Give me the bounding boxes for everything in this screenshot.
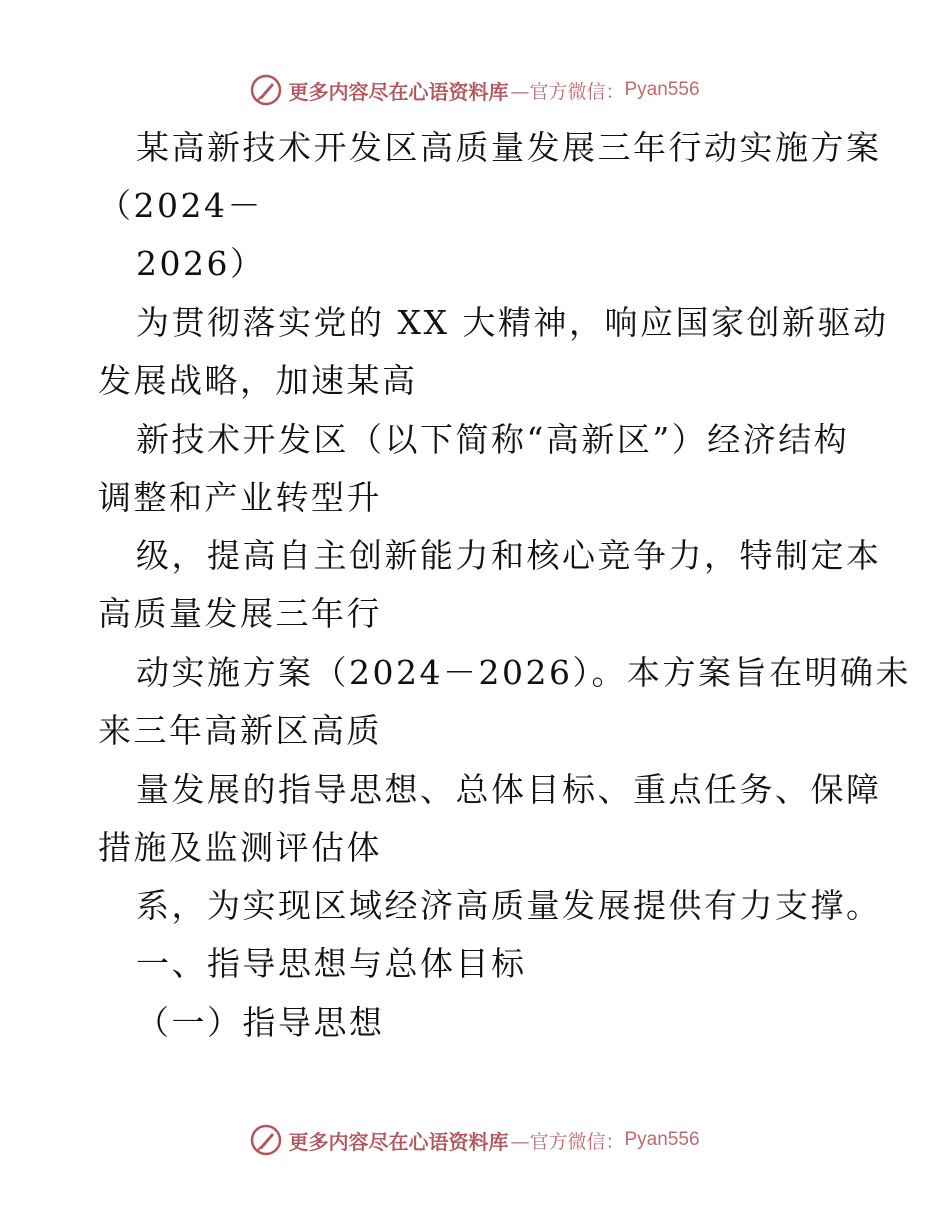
paragraph-line: 为贯彻落实党的 XX 大精神，响应国家创新驱动 bbox=[136, 303, 889, 342]
paragraph-line: 措施及监测评估体 bbox=[98, 828, 382, 867]
paragraph-line: 来三年高新区高质 bbox=[98, 711, 382, 750]
watermark-wechat-id: Pyan556 bbox=[624, 79, 700, 100]
watermark-text: 更多内容尽在心语资料库 bbox=[288, 79, 509, 104]
watermark-banner-top bbox=[0, 70, 950, 110]
paragraph-line: 量发展的指导思想、总体目标、重点任务、保障 bbox=[136, 770, 882, 809]
watermark-wechat-id: Pyan556 bbox=[624, 1129, 700, 1150]
feather-pen-seal-icon bbox=[250, 1124, 282, 1156]
document-title-line-3: 2026） bbox=[136, 244, 266, 283]
paragraph-line: 调整和产业转型升 bbox=[98, 478, 382, 517]
feather-pen-seal-icon bbox=[250, 74, 282, 106]
paragraph-line: 新技术开发区（以下简称“高新区”）经济结构 bbox=[136, 420, 850, 459]
paragraph-line: 系，为实现区域经济高质量发展提供有力支撑。 bbox=[136, 886, 882, 925]
paragraph-line: 动实施方案（2024－2026）。本方案旨在明确未 bbox=[136, 653, 911, 692]
document-title-line-2: （2024－ bbox=[98, 186, 263, 225]
watermark-text: 更多内容尽在心语资料库 bbox=[288, 1129, 509, 1154]
document-title-line-1: 某高新技术开发区高质量发展三年行动实施方案 bbox=[136, 128, 882, 167]
subsection-heading: （一）指导思想 bbox=[136, 1003, 385, 1042]
watermark-banner-bottom bbox=[0, 1120, 950, 1160]
section-heading: 一、指导思想与总体目标 bbox=[136, 944, 527, 983]
watermark-wechat-label: —官方微信： bbox=[510, 80, 625, 103]
paragraph-line: 级，提高自主创新能力和核心竞争力，特制定本 bbox=[136, 536, 882, 575]
paragraph-line: 高质量发展三年行 bbox=[98, 594, 382, 633]
paragraph-line: 发展战略，加速某高 bbox=[98, 361, 418, 400]
watermark-wechat-label: —官方微信： bbox=[510, 1130, 625, 1153]
